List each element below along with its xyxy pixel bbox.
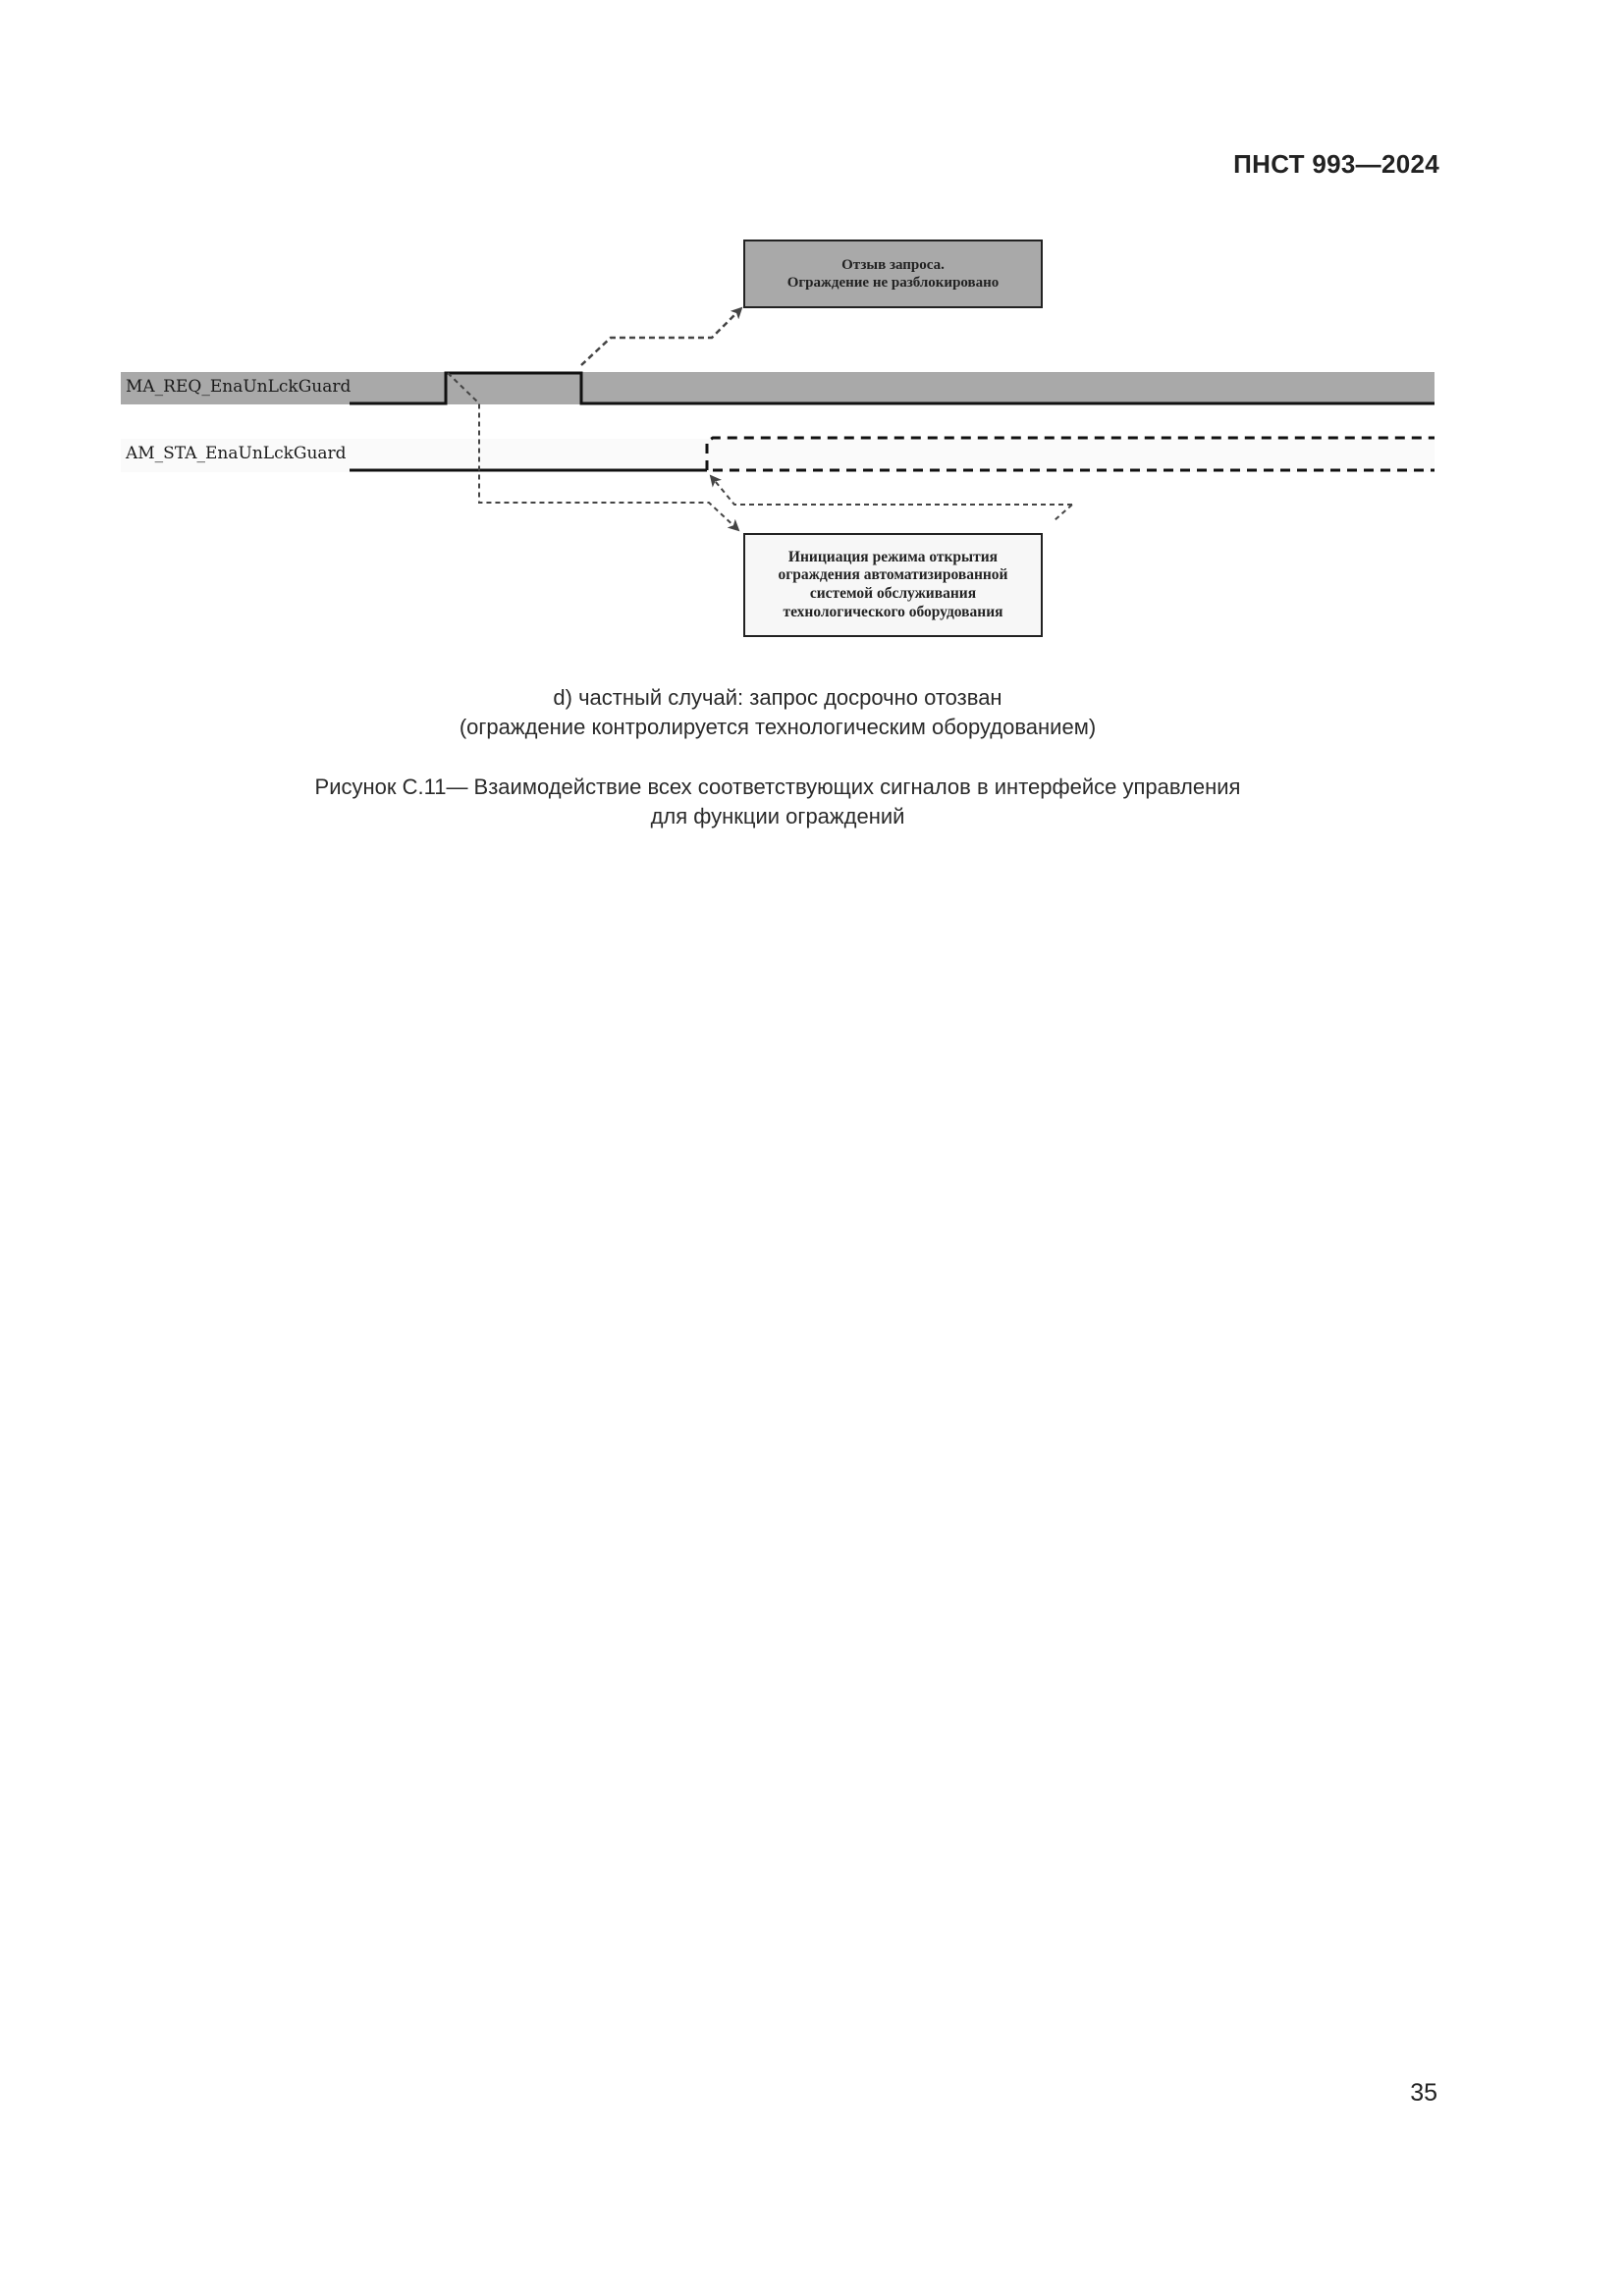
- figure-caption-line: для функции ограждений: [650, 803, 905, 828]
- callout-line: системой обслуживания: [809, 585, 977, 602]
- callout-request-revoked: [743, 240, 1043, 308]
- sub-caption-line: (ограждение контролируется технологическим оборудованием): [459, 714, 1097, 739]
- edge-to-top-callout-connector: [581, 308, 741, 365]
- callout-to-transition-connector: [711, 476, 1072, 520]
- figure-caption: [0, 773, 1555, 830]
- callout-initiation-mode: [743, 533, 1043, 637]
- figure-caption-line: Рисунок С.11— Взаимодействие всех соответствующих сигналов в интерфейсе управления: [314, 774, 1241, 799]
- callout-line: Ограждение не разблокировано: [786, 275, 1000, 291]
- callout-line: Отзыв запроса.: [841, 257, 945, 273]
- signal-label-ma-req: MA_REQ_EnaUnLckGuard: [126, 377, 352, 397]
- sub-caption: [0, 683, 1555, 741]
- signal-label-am-sta: AM_STA_EnaUnLckGuard: [126, 444, 347, 463]
- callout-line: Инициация режима открытия: [787, 548, 999, 565]
- sub-caption-line: d) частный случай: запрос досрочно отозван: [553, 685, 1002, 710]
- callout-line: ограждения автоматизированной: [778, 566, 1008, 584]
- page-number: 35: [1410, 2079, 1437, 2107]
- callout-line: технологического оборудования: [783, 603, 1003, 620]
- document-code: ПНСТ 993—2024: [1233, 149, 1439, 179]
